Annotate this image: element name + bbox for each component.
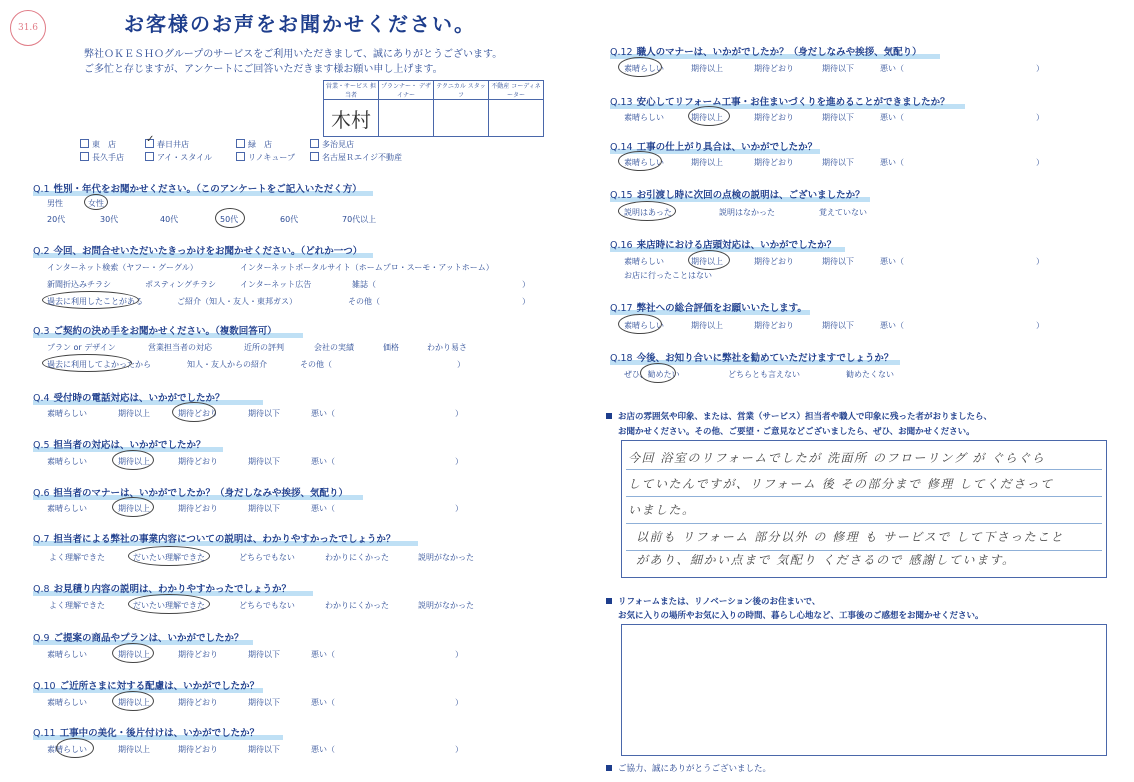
question-18: Q.18 今後、お知り合いに弊社を勧めていただけますでしょうか？ — [610, 350, 893, 364]
comment2-prompt-1: リフォームまたは、リノベーション後のお住まいで、 — [606, 595, 820, 607]
rating-option[interactable]: 素晴らしい — [47, 504, 87, 513]
checkbox[interactable] — [310, 152, 319, 161]
answer-circle — [42, 354, 132, 372]
question-5: Q.5 担当者の対応は、いかがでしたか？ — [33, 437, 206, 451]
rating-option[interactable]: 期待どおり — [178, 457, 218, 466]
handwritten-line: があり、細かい点まで 気配り くださるので 感謝しています。 — [636, 553, 1016, 567]
comment2-prompt-2: お気に入りの場所やお気に入りの時間、暮らし心地など、工事後のご感想をお聞かせください。 — [618, 611, 984, 621]
checkbox[interactable] — [236, 139, 245, 148]
rating-option[interactable]: 悪い（ — [880, 257, 904, 266]
option[interactable]: 会社の実績 — [314, 343, 354, 352]
option-female[interactable]: 女性 — [88, 199, 104, 208]
rating-option[interactable]: 悪い（ — [880, 158, 904, 167]
rating-option[interactable]: 期待どおり — [178, 745, 218, 754]
rating-option[interactable]: 期待以下 — [822, 64, 854, 73]
staff-header: プランナー・ デザイナー — [379, 81, 434, 100]
staff-name-field[interactable] — [379, 100, 434, 137]
square-bullet-icon — [606, 413, 612, 419]
rating-option[interactable]: 素晴らしい — [624, 158, 664, 167]
store-option[interactable]: 緑 店 — [236, 139, 272, 150]
option[interactable]: 価格 — [383, 343, 399, 352]
ease-option[interactable]: わかりにくかった — [325, 601, 389, 610]
option-age[interactable]: 20代 — [47, 215, 66, 224]
checkbox-checked[interactable] — [145, 139, 154, 148]
handwritten-line: いました。 — [628, 503, 696, 517]
option[interactable]: 覚えていない — [819, 208, 867, 217]
staff-header: 営業・サービス 担当者 — [324, 81, 379, 100]
rating-option[interactable]: 期待以上 — [691, 64, 723, 73]
option[interactable]: インターネットポータルサイト（ホームプロ・スーモ・アットホーム） — [240, 263, 494, 272]
option[interactable]: 知人・友人からの紹介 — [187, 360, 267, 369]
ease-option[interactable]: どちらでもない — [239, 601, 295, 610]
rating-option[interactable]: 期待以下 — [248, 409, 280, 418]
answer-circle — [112, 450, 154, 470]
ease-option[interactable]: わかりにくかった — [325, 553, 389, 562]
rating-option[interactable]: 期待どおり — [178, 650, 218, 659]
option[interactable]: ご紹介（知人・友人・東邦ガス） — [177, 297, 297, 306]
comment-box-2[interactable] — [621, 624, 1107, 756]
ease-option[interactable]: だいたい理解できた — [133, 553, 205, 562]
option[interactable]: 新聞折込みチラシ — [47, 280, 111, 289]
option[interactable]: 説明はなかった — [719, 208, 775, 217]
rating-option[interactable]: 悪い（ — [311, 409, 335, 418]
option-age[interactable]: 60代 — [280, 215, 299, 224]
rating-option[interactable]: 悪い（ — [311, 457, 335, 466]
handwritten-line: 以前も リフォーム 部分以外 の 修理 も サービスで して下さったこと — [636, 530, 1065, 544]
rating-option[interactable]: 期待以下 — [248, 698, 280, 707]
rating-option[interactable]: 期待以上 — [691, 321, 723, 330]
rating-option[interactable]: 期待以上 — [691, 158, 723, 167]
answer-circle — [56, 738, 94, 758]
handwritten-line: 今回 浴室のリフォームでしたが 洗面所 のフローリング が ぐらぐら — [628, 451, 1046, 465]
ease-option[interactable]: だいたい理解できた — [133, 601, 205, 610]
rating-option[interactable]: 期待以上 — [118, 409, 150, 418]
checkbox[interactable] — [80, 139, 89, 148]
question-10: Q.10 ご近所さまに対する配慮は、いかがでしたか？ — [33, 678, 259, 692]
question-7: Q.7 担当者による弊社の事業内容についての説明は、わかりやすかったでしょうか？ — [33, 531, 395, 545]
answer-circle — [172, 402, 216, 422]
checkbox[interactable] — [236, 152, 245, 161]
rating-option[interactable]: 悪い（ — [880, 321, 904, 330]
rating-option[interactable]: 期待以上 — [118, 504, 150, 513]
rating-option[interactable]: 悪い（ — [311, 650, 335, 659]
ease-option[interactable]: 説明がなかった — [418, 553, 474, 562]
rating-option[interactable]: 悪い（ — [311, 745, 335, 754]
rating-option[interactable]: 期待以下 — [248, 457, 280, 466]
rating-option[interactable]: 期待以上 — [691, 113, 723, 122]
rating-option[interactable]: 期待以上 — [691, 257, 723, 266]
rating-option[interactable]: 期待以下 — [822, 321, 854, 330]
ease-option[interactable]: どちらでもない — [239, 553, 295, 562]
question-9: Q.9 ご提案の商品やプランは、いかがでしたか？ — [33, 630, 244, 644]
intro-line-1: 弊社ＯＫＥＳＨＯグループのサービスをご利用いただきまして、誠にありがとうございます。 — [84, 49, 503, 60]
rating-option[interactable]: 素晴らしい — [47, 650, 87, 659]
option-age[interactable]: 40代 — [160, 215, 179, 224]
staff-table — [323, 80, 544, 137]
date-stamp: 31.6 — [10, 10, 46, 46]
option[interactable]: 近所の評判 — [244, 343, 284, 352]
rating-option[interactable]: 素晴らしい — [624, 321, 664, 330]
rating-option[interactable]: 素晴らしい — [624, 113, 664, 122]
option[interactable]: ぜひ、勧めたい — [624, 370, 680, 379]
option[interactable]: プラン or デザイン — [47, 343, 116, 352]
store-option[interactable]: 名古屋Ｒエイジ不動産 — [310, 152, 402, 163]
square-bullet-icon — [606, 765, 612, 771]
store-option[interactable]: 多治見店 — [310, 139, 354, 150]
answer-circle — [618, 57, 662, 77]
rating-option[interactable]: 期待以上 — [118, 650, 150, 659]
answer-circle — [688, 250, 730, 270]
option[interactable]: ポスティングチラシ — [145, 280, 217, 289]
rating-option[interactable]: 素晴らしい — [47, 698, 87, 707]
option[interactable]: インターネット広告 — [240, 280, 312, 289]
answer-circle — [112, 643, 154, 663]
answer-circle — [618, 314, 662, 334]
rating-option[interactable]: 期待どおり — [178, 409, 218, 418]
rating-option[interactable]: 期待どおり — [178, 504, 218, 513]
answer-circle — [618, 201, 676, 221]
ease-option[interactable]: よく理解できた — [49, 601, 105, 610]
rating-option[interactable]: 期待以下 — [248, 745, 280, 754]
option[interactable]: わかり易さ — [427, 343, 467, 352]
option[interactable]: 営業担当者の対応 — [148, 343, 212, 352]
rating-option[interactable]: 期待どおり — [754, 64, 794, 73]
option-age[interactable]: 50代 — [220, 215, 239, 224]
rating-option[interactable]: 悪い（ — [311, 698, 335, 707]
answer-circle — [42, 291, 139, 309]
rating-option[interactable]: 期待以下 — [822, 257, 854, 266]
staff-header: 不動産 コーディネーター — [489, 81, 544, 100]
checkbox[interactable] — [310, 139, 319, 148]
rating-option[interactable]: 期待以下 — [248, 504, 280, 513]
footer-thanks: ご協力、誠にありがとうございました。 — [606, 762, 771, 774]
rating-option[interactable]: 素晴らしい — [47, 457, 87, 466]
answer-circle — [128, 594, 210, 614]
rating-option[interactable]: 期待どおり — [754, 158, 794, 167]
option[interactable]: 過去に利用したことがある — [47, 297, 143, 306]
rating-option[interactable]: 素晴らしい — [624, 64, 664, 73]
question-12: Q.12 職人のマナーは、いかがでしたか？（身だしなみや挨拶、気配り） — [610, 44, 922, 58]
rating-option[interactable]: 期待以上 — [118, 457, 150, 466]
rating-option[interactable]: 期待以下 — [822, 113, 854, 122]
rating-option[interactable]: 悪い（ — [880, 113, 904, 122]
rating-option[interactable]: 素晴らしい — [624, 257, 664, 266]
option-age[interactable]: 30代 — [100, 215, 119, 224]
question-14: Q.14 工事の仕上がり具合は、いかがでしたか？ — [610, 139, 817, 153]
rating-option[interactable]: 素晴らしい — [47, 409, 87, 418]
comment-box-1[interactable] — [621, 440, 1107, 578]
comment-prompt-1: お店の雰囲気や印象、または、営業（サービス）担当者や職人で印象に残った者がおりましたら、 — [606, 410, 992, 422]
answer-circle — [215, 208, 245, 228]
staff-name-field[interactable]: 木村 — [324, 100, 379, 137]
rating-option[interactable]: 悪い（ — [311, 504, 335, 513]
question-6: Q.6 担当者のマナーは、いかがでしたか？（身だしなみや挨拶、気配り） — [33, 485, 348, 499]
rating-option[interactable]: 期待以下 — [248, 650, 280, 659]
option-other[interactable]: その他（ — [348, 297, 380, 306]
checkbox[interactable] — [80, 152, 89, 161]
rating-option[interactable]: 悪い（ — [880, 64, 904, 73]
option[interactable]: 過去に利用してよかったから — [47, 360, 151, 369]
staff-header: テクニカル スタッフ — [434, 81, 489, 100]
rating-option[interactable]: 期待どおり — [754, 321, 794, 330]
handwritten-line: していたんですが、リフォーム 後 その部分まで 修理 してくださって — [628, 477, 1054, 491]
store-option[interactable]: 長久手店 — [80, 152, 124, 163]
question-2: Q.2 今回、お問合せいただいたきっかけをお聞かせください。（どれか一つ） — [33, 243, 362, 257]
answer-circle — [112, 497, 154, 517]
rating-option[interactable]: 期待どおり — [178, 698, 218, 707]
square-bullet-icon — [606, 598, 612, 604]
answer-circle — [84, 194, 108, 210]
page-title: お客様のお声をお聞かせください。 — [124, 12, 476, 36]
question-15: Q.15 お引渡し時に次回の点検の説明は、ございましたか？ — [610, 187, 865, 201]
question-17: Q.17 弊社への総合評価をお願いいたします。 — [610, 300, 807, 314]
rating-option[interactable]: 期待以上 — [118, 698, 150, 707]
intro-line-2: ご多忙と存じますが、アンケートにご回答いただきます様お願い申し上げます。 — [84, 64, 443, 75]
question-11: Q.11 工事中の美化・後片付けは、いかがでしたか？ — [33, 725, 259, 739]
rating-option[interactable]: 期待以上 — [118, 745, 150, 754]
store-option[interactable]: リノキューブ — [236, 152, 295, 163]
answer-circle — [128, 546, 210, 566]
option[interactable]: インターネット検索（ヤフー・グーグル） — [47, 263, 198, 272]
question-13: Q.13 安心してリフォーム工事・お住まいづくりを進めることができましたか？ — [610, 94, 950, 108]
option[interactable]: 説明はあった — [624, 208, 672, 217]
rating-option[interactable]: 期待どおり — [754, 113, 794, 122]
staff-name-field[interactable] — [434, 100, 489, 137]
option[interactable]: どちらとも言えない — [728, 370, 800, 379]
question-8: Q.8 お見積り内容の説明は、わかりやすかったでしょうか？ — [33, 581, 291, 595]
staff-name-field[interactable] — [489, 100, 544, 137]
answer-circle — [640, 363, 676, 383]
question-1: Q.1 性別・年代をお聞かせください。（このアンケートをご記入いただく方） — [33, 181, 362, 195]
store-option[interactable]: アイ・スタイル — [145, 152, 212, 163]
option-other[interactable]: その他（ — [300, 360, 332, 369]
question-4: Q.4 受付時の電話対応は、いかがでしたか？ — [33, 390, 225, 404]
answer-circle — [112, 691, 154, 711]
option-age[interactable]: 70代以上 — [342, 215, 377, 224]
question-3: Q.3 ご契約の決め手をお聞かせください。（複数回答可） — [33, 323, 277, 337]
rating-option[interactable]: 期待以下 — [822, 158, 854, 167]
option[interactable]: 勧めたくない — [846, 370, 894, 379]
option-other[interactable]: 雑誌（ — [352, 280, 376, 289]
comment-prompt-2: お聞かせください。その他、ご要望・ご意見などございましたら、ぜひ、お聞かせください。 — [618, 427, 975, 437]
answer-circle — [688, 106, 730, 126]
rating-option[interactable]: 素晴らしい — [47, 745, 87, 754]
checkbox[interactable] — [145, 152, 154, 161]
store-option[interactable]: 東 店 — [80, 139, 116, 150]
option-male[interactable]: 男性 — [47, 199, 63, 208]
rating-option[interactable]: 期待どおり — [754, 257, 794, 266]
answer-circle — [618, 151, 662, 171]
question-16: Q.16 来店時における店頭対応は、いかがでしたか？ — [610, 237, 836, 251]
store-option-selected[interactable]: ✓ 春日井店 — [145, 139, 189, 150]
ease-option[interactable]: 説明がなかった — [418, 601, 474, 610]
ease-option[interactable]: よく理解できた — [49, 553, 105, 562]
